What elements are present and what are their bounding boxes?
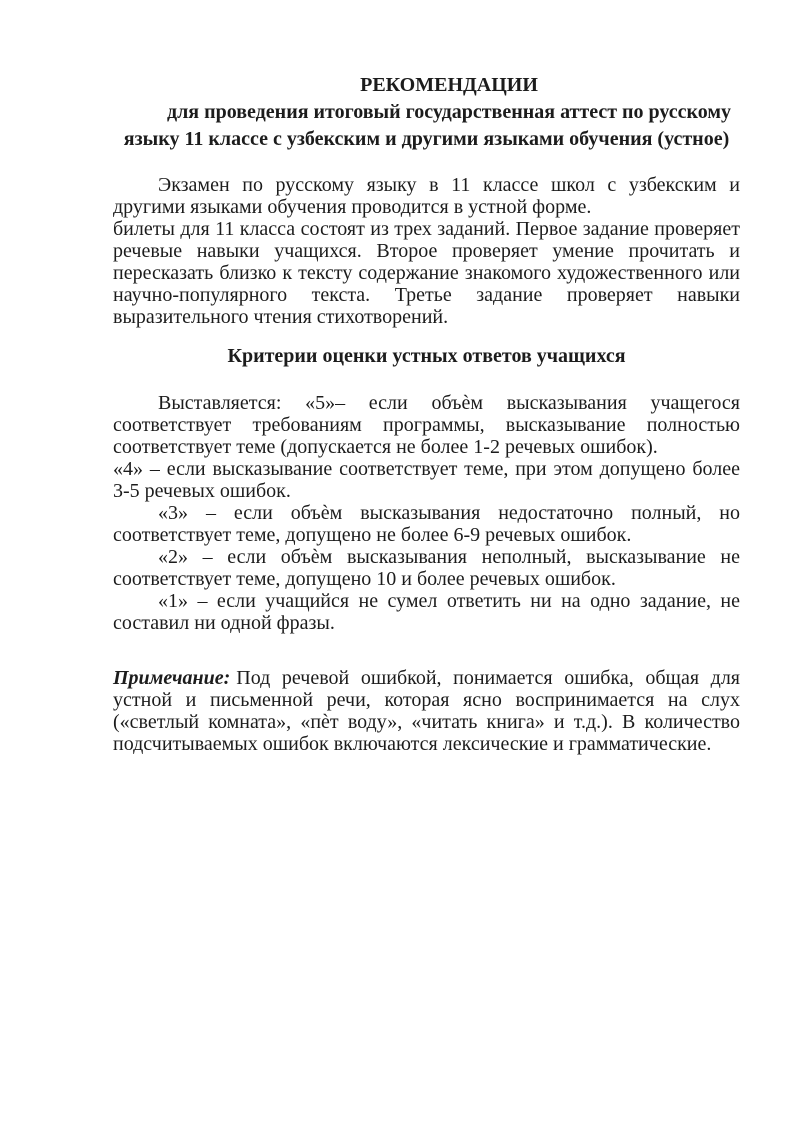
document-title: РЕКОМЕНДАЦИИ bbox=[360, 74, 538, 96]
criteria-item-2: «2» – если объѐм высказывания неполный, высказывание не соответствует теме, допущено 10 и более речевых ошибок. bbox=[113, 546, 740, 590]
criteria-item-5: Выставляется: «5»– если объѐм высказывания учащегося соответствует требованиям программы, высказывание полностью соответствует теме (допускается не более 1-2 речевых ошибок). bbox=[113, 392, 740, 458]
note-text: Под речевой ошибкой, понимается ошибка, общая для устной и письменной речи, которая ясно воспринимается на слух («светлый комната», «пѐт воду», «читать книга» и т.д.). В количество подсчитываемых ошибок включаются лексические и грамматические. bbox=[113, 667, 740, 755]
criteria-item-4: «4» – если высказывание соответствует теме, при этом допущено более 3-5 речевых ошибок. bbox=[113, 458, 740, 502]
intro-paragraph-2: билеты для 11 класса состоят из трех заданий. Первое задание проверяет речевые навыки учащихся. Второе проверяет умение прочитать и пересказать близко к тексту содержание знакомого художественного или научно-популярного текста. Третье задание проверяет навыки выразительного чтения стихотворений. bbox=[113, 218, 740, 328]
note-label: Примечание: bbox=[113, 667, 231, 689]
intro-paragraph-1: Экзамен по русскому языку в 11 классе школ с узбекским и другими языками обучения проводится в устной форме. bbox=[113, 174, 740, 218]
note-paragraph bbox=[113, 667, 740, 755]
criteria-item-3: «3» – если объѐм высказывания недостаточно полный, но соответствует теме, допущено не более 6-9 речевых ошибок. bbox=[113, 502, 740, 546]
text-column bbox=[113, 72, 740, 755]
criteria-item-1: «1» – если учащийся не сумел ответить ни на одно задание, не составил ни одной фразы. bbox=[113, 590, 740, 634]
document-subtitle: для проведения итоговый государственная аттест по русскому языку 11 классе с узбекским и другими языками обучения (устное) bbox=[123, 101, 732, 150]
criteria-heading: Критерии оценки устных ответов учащихся bbox=[227, 345, 626, 367]
